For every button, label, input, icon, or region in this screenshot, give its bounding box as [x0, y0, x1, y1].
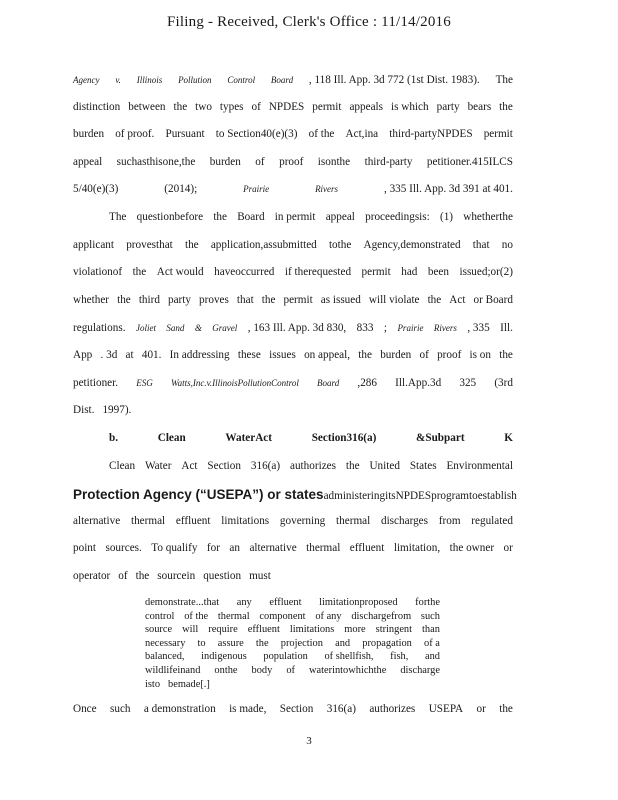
word: discharge: [400, 664, 440, 676]
word: of: [251, 101, 261, 113]
word: body: [251, 664, 273, 676]
word: of the: [184, 610, 209, 622]
word: Illinois: [136, 75, 163, 85]
word: Clean: [157, 432, 186, 444]
word: NPDES: [268, 101, 305, 113]
word: of shellfish,: [324, 651, 374, 663]
word: to: [197, 637, 206, 649]
word: sourcein: [157, 570, 196, 582]
text-line: [109, 432, 513, 444]
word: appeals: [349, 101, 384, 113]
word: violationof: [73, 266, 123, 278]
word: issued;or(2): [459, 266, 513, 278]
text-line: [109, 211, 513, 223]
word: administeringits: [323, 490, 396, 502]
word: Prairie: [397, 323, 424, 333]
word: balanced,: [145, 651, 185, 663]
word: , 335: [467, 322, 490, 334]
word: the owner: [449, 542, 495, 554]
word: indigenous: [201, 651, 247, 663]
text-line: [73, 183, 513, 195]
word: Clean: [109, 460, 136, 472]
text-line: [73, 74, 513, 86]
word: &Subpart: [416, 432, 465, 444]
word: NPDES: [395, 490, 432, 502]
text-line: [73, 542, 513, 554]
word: of: [286, 664, 295, 676]
word: Dist.: [73, 404, 95, 416]
word: Pursuant: [165, 128, 205, 140]
text-line: [73, 239, 513, 251]
quote-line: [145, 678, 440, 692]
word: Once: [73, 703, 97, 715]
word: The: [109, 211, 127, 223]
word: that: [472, 239, 490, 251]
word: operator: [73, 570, 111, 582]
word: b.: [109, 432, 119, 444]
word: the: [184, 239, 199, 251]
word: such: [420, 610, 440, 622]
text-line: [73, 101, 513, 113]
word: must: [249, 570, 271, 582]
word: (1): [439, 211, 454, 223]
word: of: [118, 570, 128, 582]
word: Rivers: [433, 323, 457, 333]
word: types: [219, 101, 244, 113]
quote-line: [145, 610, 440, 624]
word: had: [401, 266, 418, 278]
word: governing: [279, 515, 326, 527]
word: ;: [383, 322, 387, 334]
text-line: [73, 128, 513, 140]
word: limitations: [289, 624, 335, 636]
word: of a: [424, 637, 440, 649]
word: , 118 Ill. App. 3d 772 (1st Dist. 1983).: [308, 74, 480, 86]
word: waterintowhichthe: [309, 664, 387, 676]
word: burden: [73, 128, 105, 140]
word: K: [504, 432, 513, 444]
word: point: [73, 542, 96, 554]
word: sources.: [105, 542, 142, 554]
word: Ill.: [500, 322, 513, 334]
word: Act would: [156, 266, 204, 278]
word: isonthe: [317, 156, 351, 168]
word: the: [499, 101, 513, 113]
word: assure: [217, 637, 244, 649]
word: bemade[.]: [168, 678, 210, 690]
word: in permit: [274, 211, 316, 223]
word: alternative: [73, 515, 121, 527]
word: Protection Agency (“USEPA”) or states: [73, 487, 324, 502]
word: to Section40(e)(3): [215, 128, 298, 140]
word: the: [255, 637, 269, 649]
word: Section: [279, 703, 314, 715]
word: for: [206, 542, 220, 554]
word: onthe: [214, 664, 238, 676]
word: two: [195, 101, 212, 113]
word: Board: [317, 378, 340, 388]
word: Agency,demonstrated: [363, 239, 461, 251]
word: 1997).: [102, 404, 132, 416]
word: &: [194, 323, 202, 333]
word: of the: [308, 128, 335, 140]
word: 316(a): [326, 703, 356, 715]
word: the: [427, 294, 442, 306]
word: party: [436, 101, 460, 113]
word: Control: [227, 75, 256, 85]
word: , 163 Ill. App. 3d 830,: [247, 322, 347, 334]
word: on appeal,: [304, 349, 351, 361]
word: Act: [449, 294, 466, 306]
word: appeal: [325, 211, 355, 223]
word: an: [229, 542, 240, 554]
word: Water: [145, 460, 172, 472]
word: States: [409, 460, 437, 472]
word: Gravel: [212, 323, 238, 333]
word: 833: [356, 322, 374, 334]
word: any: [236, 597, 252, 608]
quote-line: [145, 637, 440, 651]
word: issues: [269, 349, 296, 361]
text-line: [73, 349, 513, 361]
word: and: [424, 651, 440, 663]
word: . 3d: [100, 349, 118, 361]
word: petitioner.: [73, 377, 119, 389]
word: regulated: [471, 515, 513, 527]
word: burden: [380, 349, 412, 361]
word: party: [168, 294, 191, 306]
word: demonstrate...that: [145, 597, 220, 608]
word: Prairie: [243, 184, 270, 194]
text-line: [73, 377, 513, 389]
quote-line: [145, 596, 440, 610]
word: of: [255, 156, 265, 168]
word: proof: [279, 156, 304, 168]
word: if therequested: [284, 266, 352, 278]
word: a demonstration: [143, 703, 216, 715]
word: Act: [181, 460, 198, 472]
word: the: [499, 703, 513, 715]
word: effluent: [247, 624, 280, 636]
word: Pollution: [178, 75, 212, 85]
word: Joliet: [135, 323, 156, 333]
word: population: [263, 651, 308, 663]
word: thermal: [217, 610, 250, 622]
word: effluent: [269, 597, 302, 608]
quote-line: [145, 650, 440, 664]
word: United: [369, 460, 400, 472]
word: thermal: [336, 515, 371, 527]
filing-header: Filing - Received, Clerk's Office : 11/14/2016: [167, 14, 451, 30]
word: forthe: [415, 597, 440, 608]
word: limitation,: [393, 542, 441, 554]
word: will violate: [368, 294, 420, 306]
word: questionbefore: [136, 211, 204, 223]
quote-line: [145, 664, 440, 678]
word: of proof.: [115, 128, 155, 140]
text-line: [73, 266, 513, 278]
word: WaterAct: [225, 432, 272, 444]
word: Board: [270, 75, 294, 85]
word: permit: [361, 266, 391, 278]
word: applicant: [73, 239, 115, 251]
word: the: [358, 349, 372, 361]
word: limitations: [221, 515, 270, 527]
word: Act,ina: [345, 128, 379, 140]
word: whetherthe: [463, 211, 513, 223]
word: or: [503, 542, 513, 554]
word: whether: [73, 294, 110, 306]
word: control: [145, 610, 175, 622]
word: dischargefrom: [351, 610, 412, 622]
word: is which: [391, 101, 429, 113]
word: third-party: [364, 156, 413, 168]
word: such: [110, 703, 131, 715]
word: proceedingsis:: [365, 211, 430, 223]
block-quote: [145, 596, 440, 691]
word: propagation: [362, 637, 412, 649]
word: effluent: [349, 542, 385, 554]
word: Board: [237, 211, 265, 223]
word: the: [261, 294, 276, 306]
word: of any: [315, 610, 342, 622]
page-number: 3: [306, 735, 312, 747]
word: between: [128, 101, 166, 113]
word: program: [431, 490, 469, 502]
word: ,286: [357, 377, 377, 389]
word: authorizes: [369, 703, 416, 715]
word: (3rd: [494, 377, 513, 389]
word: these: [237, 349, 261, 361]
word: will: [182, 624, 199, 636]
text-line: [73, 703, 513, 715]
word: effluent: [175, 515, 211, 527]
word: that: [236, 294, 254, 306]
word: discharges: [380, 515, 429, 527]
word: provesthat: [126, 239, 173, 251]
word: of: [419, 349, 429, 361]
word: require: [208, 624, 238, 636]
word: toestablish: [469, 490, 517, 502]
word: To qualify: [151, 542, 198, 554]
word: or Board: [473, 294, 513, 306]
word: more: [344, 624, 366, 636]
word: thermal: [130, 515, 166, 527]
word: haveoccurred: [214, 266, 275, 278]
word: 5/40(e)(3): [73, 183, 119, 195]
word: permit: [483, 128, 513, 140]
word: and: [335, 637, 351, 649]
word: 316(a): [250, 460, 281, 472]
word: appeal: [73, 156, 103, 168]
text-line: [73, 294, 513, 306]
quote-line: [145, 623, 440, 637]
word: Watts,Inc.v.IllinoisPollutionControl: [170, 378, 299, 388]
word: projection: [280, 637, 323, 649]
word: 401.: [141, 349, 162, 361]
word: v.: [115, 75, 121, 85]
word: App: [73, 349, 93, 361]
word: the: [132, 266, 147, 278]
text-line: [73, 156, 513, 168]
word: question: [203, 570, 242, 582]
word: Section316(a): [311, 432, 377, 444]
word: Section: [207, 460, 241, 472]
word: wildlifeinand: [145, 664, 201, 676]
word: component: [259, 610, 306, 622]
word: isto: [145, 678, 161, 690]
word: been: [427, 266, 449, 278]
word: or: [476, 703, 486, 715]
word: proof: [437, 349, 462, 361]
word: suchasthisone,the: [116, 156, 196, 168]
word: Environmental: [446, 460, 513, 472]
word: distinction: [73, 101, 121, 113]
text-line: [73, 570, 513, 582]
word: petitioner.415ILCS: [426, 156, 513, 168]
word: USEPA: [428, 703, 464, 715]
word: no: [501, 239, 513, 251]
word: third-partyNPDES: [389, 128, 473, 140]
word: bears: [467, 101, 492, 113]
word: thermal: [306, 542, 341, 554]
word: Sand: [166, 323, 185, 333]
word: the: [345, 460, 360, 472]
word: , 335 Ill. App. 3d 391 at 401.: [383, 183, 513, 195]
word: (2014);: [164, 183, 198, 195]
word: limitationproposed: [319, 597, 398, 608]
word: stringent: [375, 624, 413, 636]
word: necessary: [145, 637, 186, 649]
text-line: [73, 515, 513, 527]
word: alternative: [249, 542, 297, 554]
word: application,assubmitted: [210, 239, 317, 251]
word: the: [499, 349, 513, 361]
word: tothe: [328, 239, 352, 251]
text-line: [109, 460, 513, 472]
word: third: [138, 294, 160, 306]
word: The: [495, 74, 513, 86]
word: burden: [209, 156, 241, 168]
word: is made,: [229, 703, 267, 715]
word: is on: [469, 349, 491, 361]
word: ESG: [136, 378, 153, 388]
word: at: [125, 349, 134, 361]
text-line: [73, 322, 513, 334]
word: 325: [459, 377, 477, 389]
word: the: [135, 570, 150, 582]
word: proves: [199, 294, 229, 306]
word: In addressing: [169, 349, 230, 361]
word: permit: [312, 101, 342, 113]
word: the: [213, 211, 227, 223]
word: source: [145, 624, 173, 636]
word: authorizes: [290, 460, 336, 472]
word: as issued: [320, 294, 361, 306]
word: Ill.App.3d: [395, 377, 442, 389]
word: permit: [283, 294, 313, 306]
word: Agency: [73, 75, 100, 85]
word: fish,: [390, 651, 409, 663]
word: the: [117, 294, 131, 306]
text-line: [73, 487, 517, 502]
word: than: [422, 624, 440, 636]
word: regulations.: [73, 322, 126, 334]
word: from: [438, 515, 461, 527]
word: Rivers: [315, 184, 339, 194]
text-line: [73, 404, 513, 416]
word: the: [173, 101, 188, 113]
